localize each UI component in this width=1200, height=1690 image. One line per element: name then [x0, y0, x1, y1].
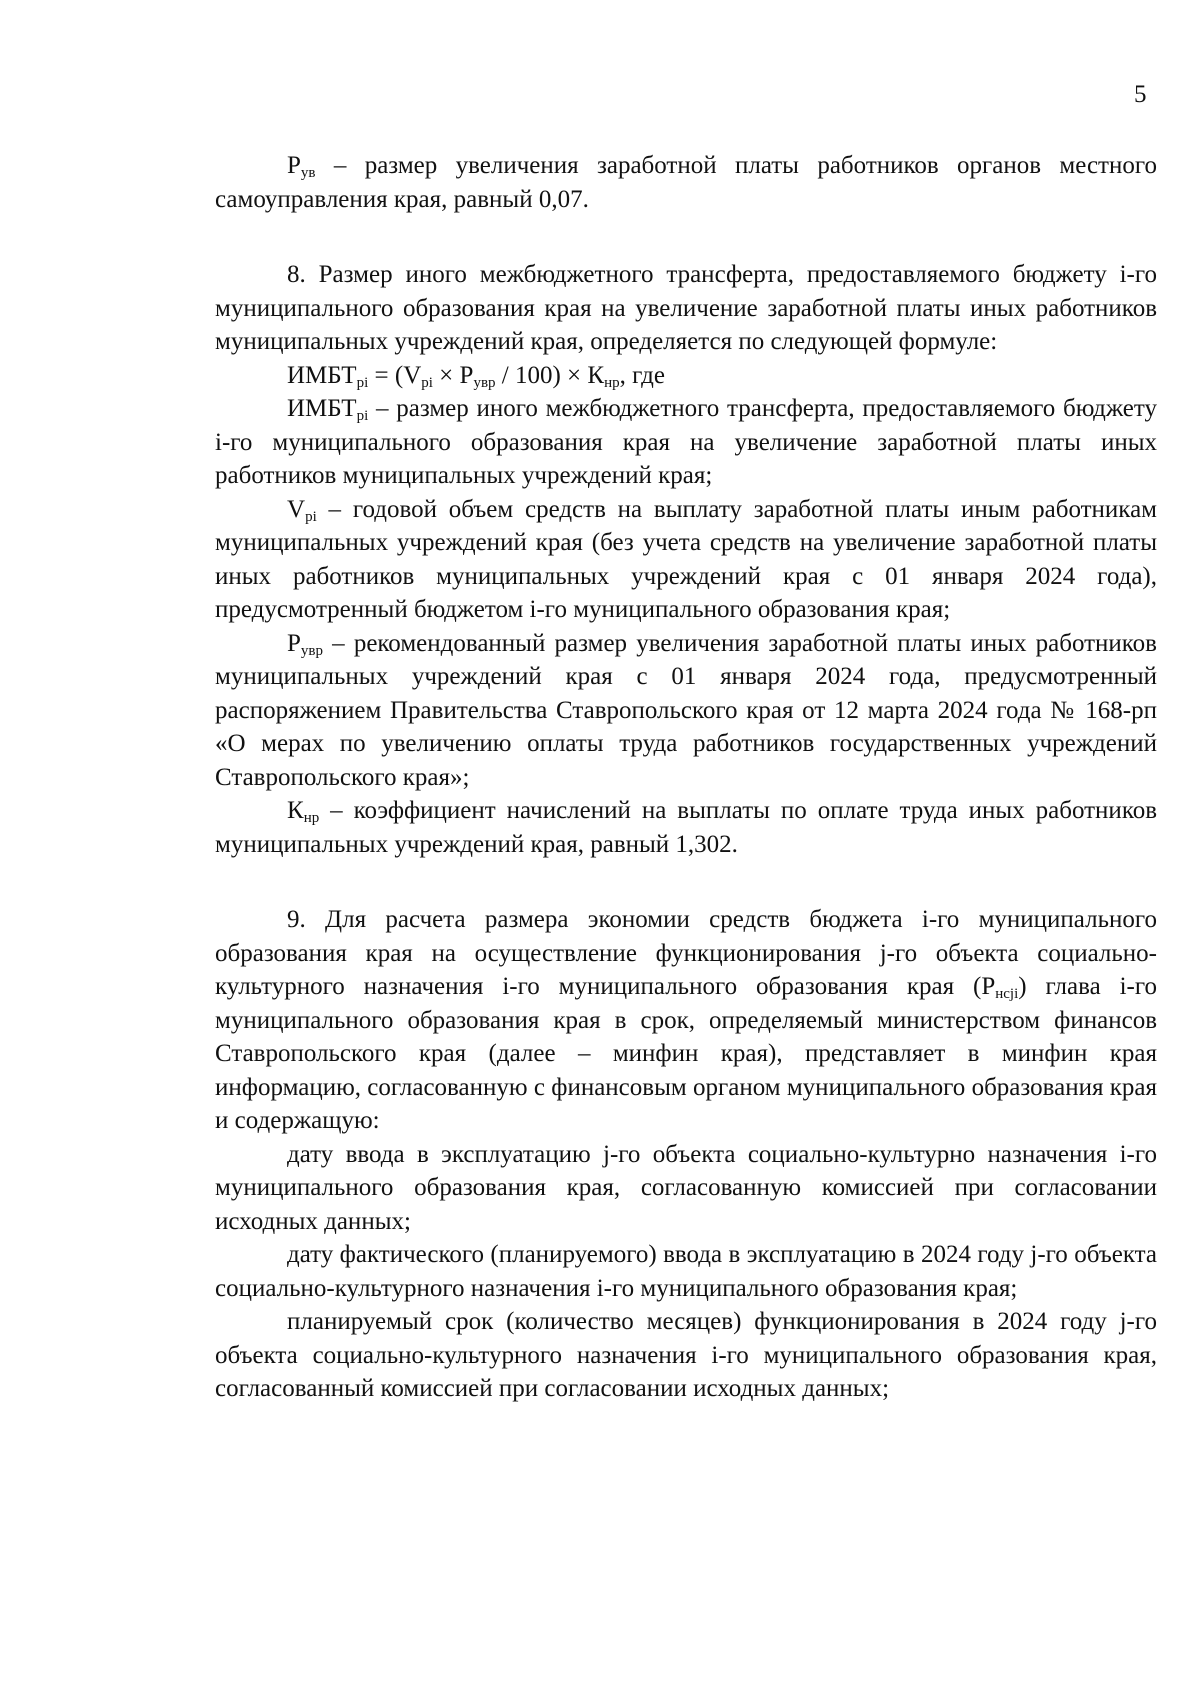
definition-imbt: [215, 392, 1157, 493]
clause-8: 8. Размер иного межбюджетного трансферта, предоставляемого бюджету i-го муниципального образования края на увеличение заработной платы иных работников муниципальных учреждений края, определяется по следующей формуле:: [215, 261, 1157, 355]
formula-p-subscript: увр: [473, 374, 496, 391]
symbol-subscript: рi: [356, 408, 369, 424]
clause-9: [215, 903, 1157, 1138]
list-item-commission-date: дату ввода в эксплуатацию j-го объекта социально-культурно назначения i-го муниципального образования края, согласованную комиссией при согласовании исходных данных;: [215, 1140, 1157, 1235]
definition-text: – рекомендованный размер увеличения заработной платы иных работников муниципальных учреждений края с 01 января 2024 года, предусмотренный распоряжением Правительства Ставропольского края от 12 марта 2024 года № 168-рп «О мерах по увеличению оплаты труда работников государственных учреждений Ставропольского края»;: [215, 629, 1157, 791]
definition-v: [215, 493, 1157, 627]
definition-text: – годовой объем средств на выплату заработной платы иным работникам муниципальных учреждений края (без учета средств на увеличение заработной платы иных работников муниципальных учреждений края с 01 января 2024 года), предусмотренный бюджетом i-го муниципального образования края;: [215, 495, 1157, 623]
definition-text: – коэффициент начислений на выплаты по оплате труда иных работников муниципальных учреждений края, равный 1,302.: [215, 797, 1157, 858]
symbol-subscript: рi: [305, 508, 317, 525]
symbol-subscript: нр: [303, 810, 320, 826]
formula-div: / 100) × К: [495, 361, 605, 389]
formula-tail: , где: [619, 361, 665, 389]
formula-lhs: ИМБТ: [287, 361, 357, 389]
formula-k-subscript: нр: [604, 374, 620, 391]
symbol: К: [287, 797, 304, 824]
symbol-subscript: нсji: [995, 986, 1019, 1002]
clause-text-start: 9. Для расчета размера экономии средств бюджета i-го муниципального образования края на осуществление функционирования j-го объекта социально-культурного назначения i-го муниципального образования края (Р: [215, 906, 1157, 1000]
formula-mult: × Р: [432, 361, 474, 389]
symbol: ИМБТ: [287, 395, 357, 422]
formula-v-subscript: рi: [421, 374, 433, 391]
document-body: [215, 149, 1157, 1406]
definition-p-uv: [215, 149, 1157, 216]
symbol-subscript: ув: [300, 165, 316, 181]
definition-k-nr: [215, 794, 1157, 861]
list-item-actual-date: дату фактического (планируемого) ввода в эксплуатацию в 2024 году j-го объекта социально-культурного назначения i-го муниципального образования края;: [215, 1241, 1157, 1302]
formula-lhs-subscript: рi: [356, 374, 369, 391]
symbol-subscript: увр: [300, 642, 323, 659]
symbol: V: [287, 495, 306, 523]
definition-text: – размер увеличения заработной платы работников органов местного самоуправления края, равный 0,07.: [215, 152, 1157, 213]
page-number: 5: [1134, 81, 1147, 108]
formula-eq: = (V: [368, 361, 422, 389]
definition-text: – размер иного межбюджетного трансферта, предоставляемого бюджету i-го муниципального образования края на увеличение заработной платы иных работников муниципальных учреждений края;: [215, 395, 1157, 489]
list-item-planned-months: планируемый срок (количество месяцев) функционирования в 2024 году j-го объекта социально-культурного назначения i-го муниципального образования края, согласованный комиссией при согласовании исходных данных;: [215, 1308, 1157, 1402]
symbol: Р: [287, 152, 301, 179]
formula-imbt: [215, 359, 1157, 393]
definition-p-uvr: [215, 627, 1157, 795]
symbol: Р: [287, 629, 301, 657]
clause-text-end: ) глава i-го муниципального образования края в срок, определяемый министерством финансов Ставропольского края (далее – минфин края), представляет в минфин края информацию, согласованную с финансовым органом муниципального образования края и содержащую:: [215, 973, 1158, 1134]
